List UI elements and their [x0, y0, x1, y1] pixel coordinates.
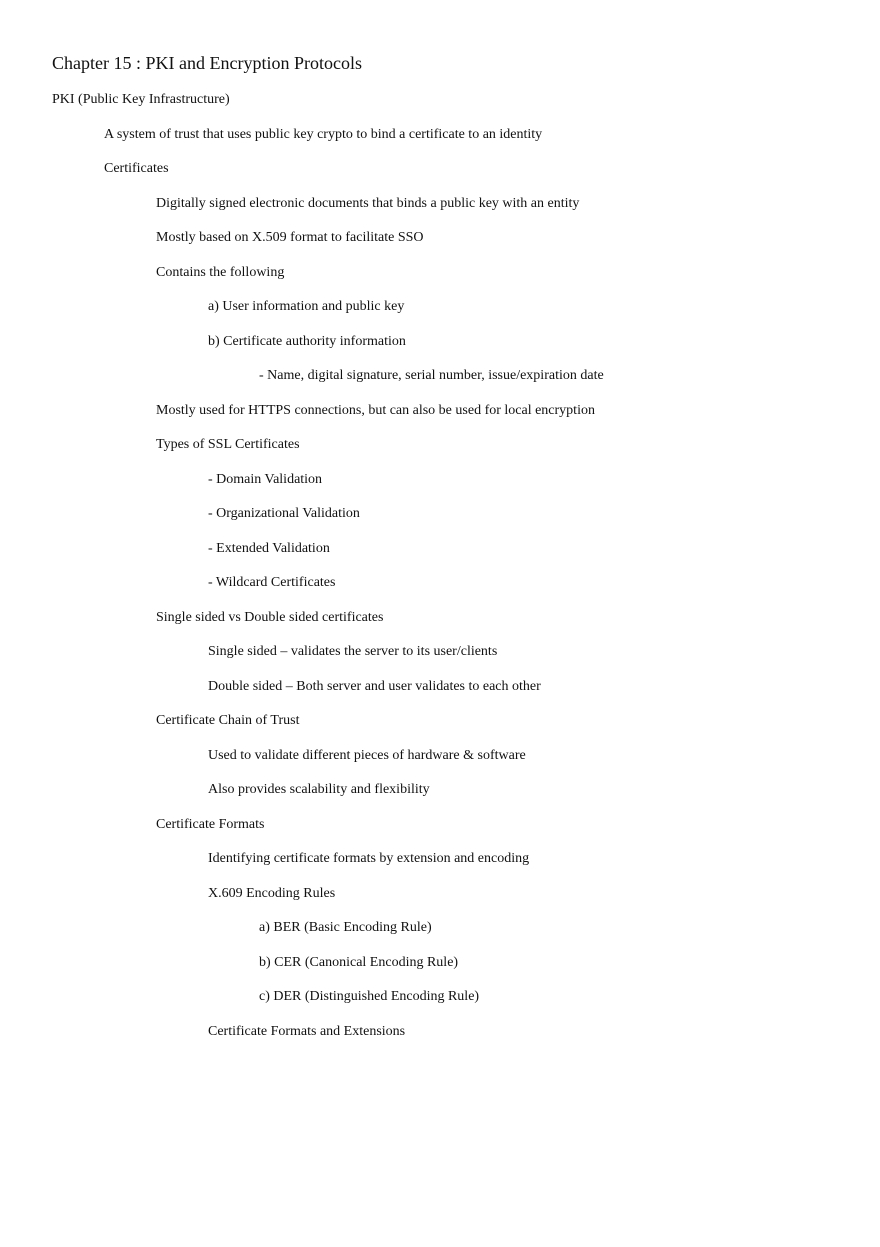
text-line: Mostly used for HTTPS connections, but can also be used for local encryption: [156, 403, 595, 418]
list-item: a) User information and public key: [208, 299, 405, 314]
text-line: Mostly based on X.509 format to facilitate SSO: [156, 230, 424, 245]
text-line: Contains the following: [156, 265, 285, 280]
text-line: Types of SSL Certificates: [156, 437, 300, 452]
list-item: Certificate Formats and Extensions: [208, 1024, 406, 1039]
text-line: Single sided vs Double sided certificates: [156, 610, 384, 625]
list-item: Single sided – validates the server to its user/clients: [208, 644, 498, 659]
list-item: Double sided – Both server and user validates to each other: [208, 679, 541, 694]
list-item: - Wildcard Certificates: [208, 575, 336, 590]
text-line: Certificate Formats: [156, 817, 265, 832]
heading-certificates: Certificates: [104, 161, 169, 176]
list-item: Used to validate different pieces of hardware & software: [208, 748, 526, 763]
list-item: b) Certificate authority information: [208, 334, 406, 349]
list-item: - Name, digital signature, serial number, issue/expiration date: [259, 368, 604, 383]
list-item: Identifying certificate formats by extension and encoding: [208, 851, 530, 866]
list-item: X.609 Encoding Rules: [208, 886, 336, 901]
list-item: - Domain Validation: [208, 472, 323, 487]
text-line: Digitally signed electronic documents that binds a public key with an entity: [156, 196, 580, 211]
page-title: Chapter 15 : PKI and Encryption Protocols: [52, 53, 362, 73]
list-item: b) CER (Canonical Encoding Rule): [259, 955, 459, 970]
list-item: - Extended Validation: [208, 541, 330, 556]
heading-pki: PKI (Public Key Infrastructure): [52, 92, 230, 107]
list-item: Also provides scalability and flexibility: [208, 782, 430, 797]
text-line: Certificate Chain of Trust: [156, 713, 300, 728]
list-item: - Organizational Validation: [208, 506, 360, 521]
list-item: a) BER (Basic Encoding Rule): [259, 920, 432, 935]
text-line: A system of trust that uses public key crypto to bind a certificate to an identity: [104, 127, 543, 142]
list-item: c) DER (Distinguished Encoding Rule): [259, 989, 480, 1004]
